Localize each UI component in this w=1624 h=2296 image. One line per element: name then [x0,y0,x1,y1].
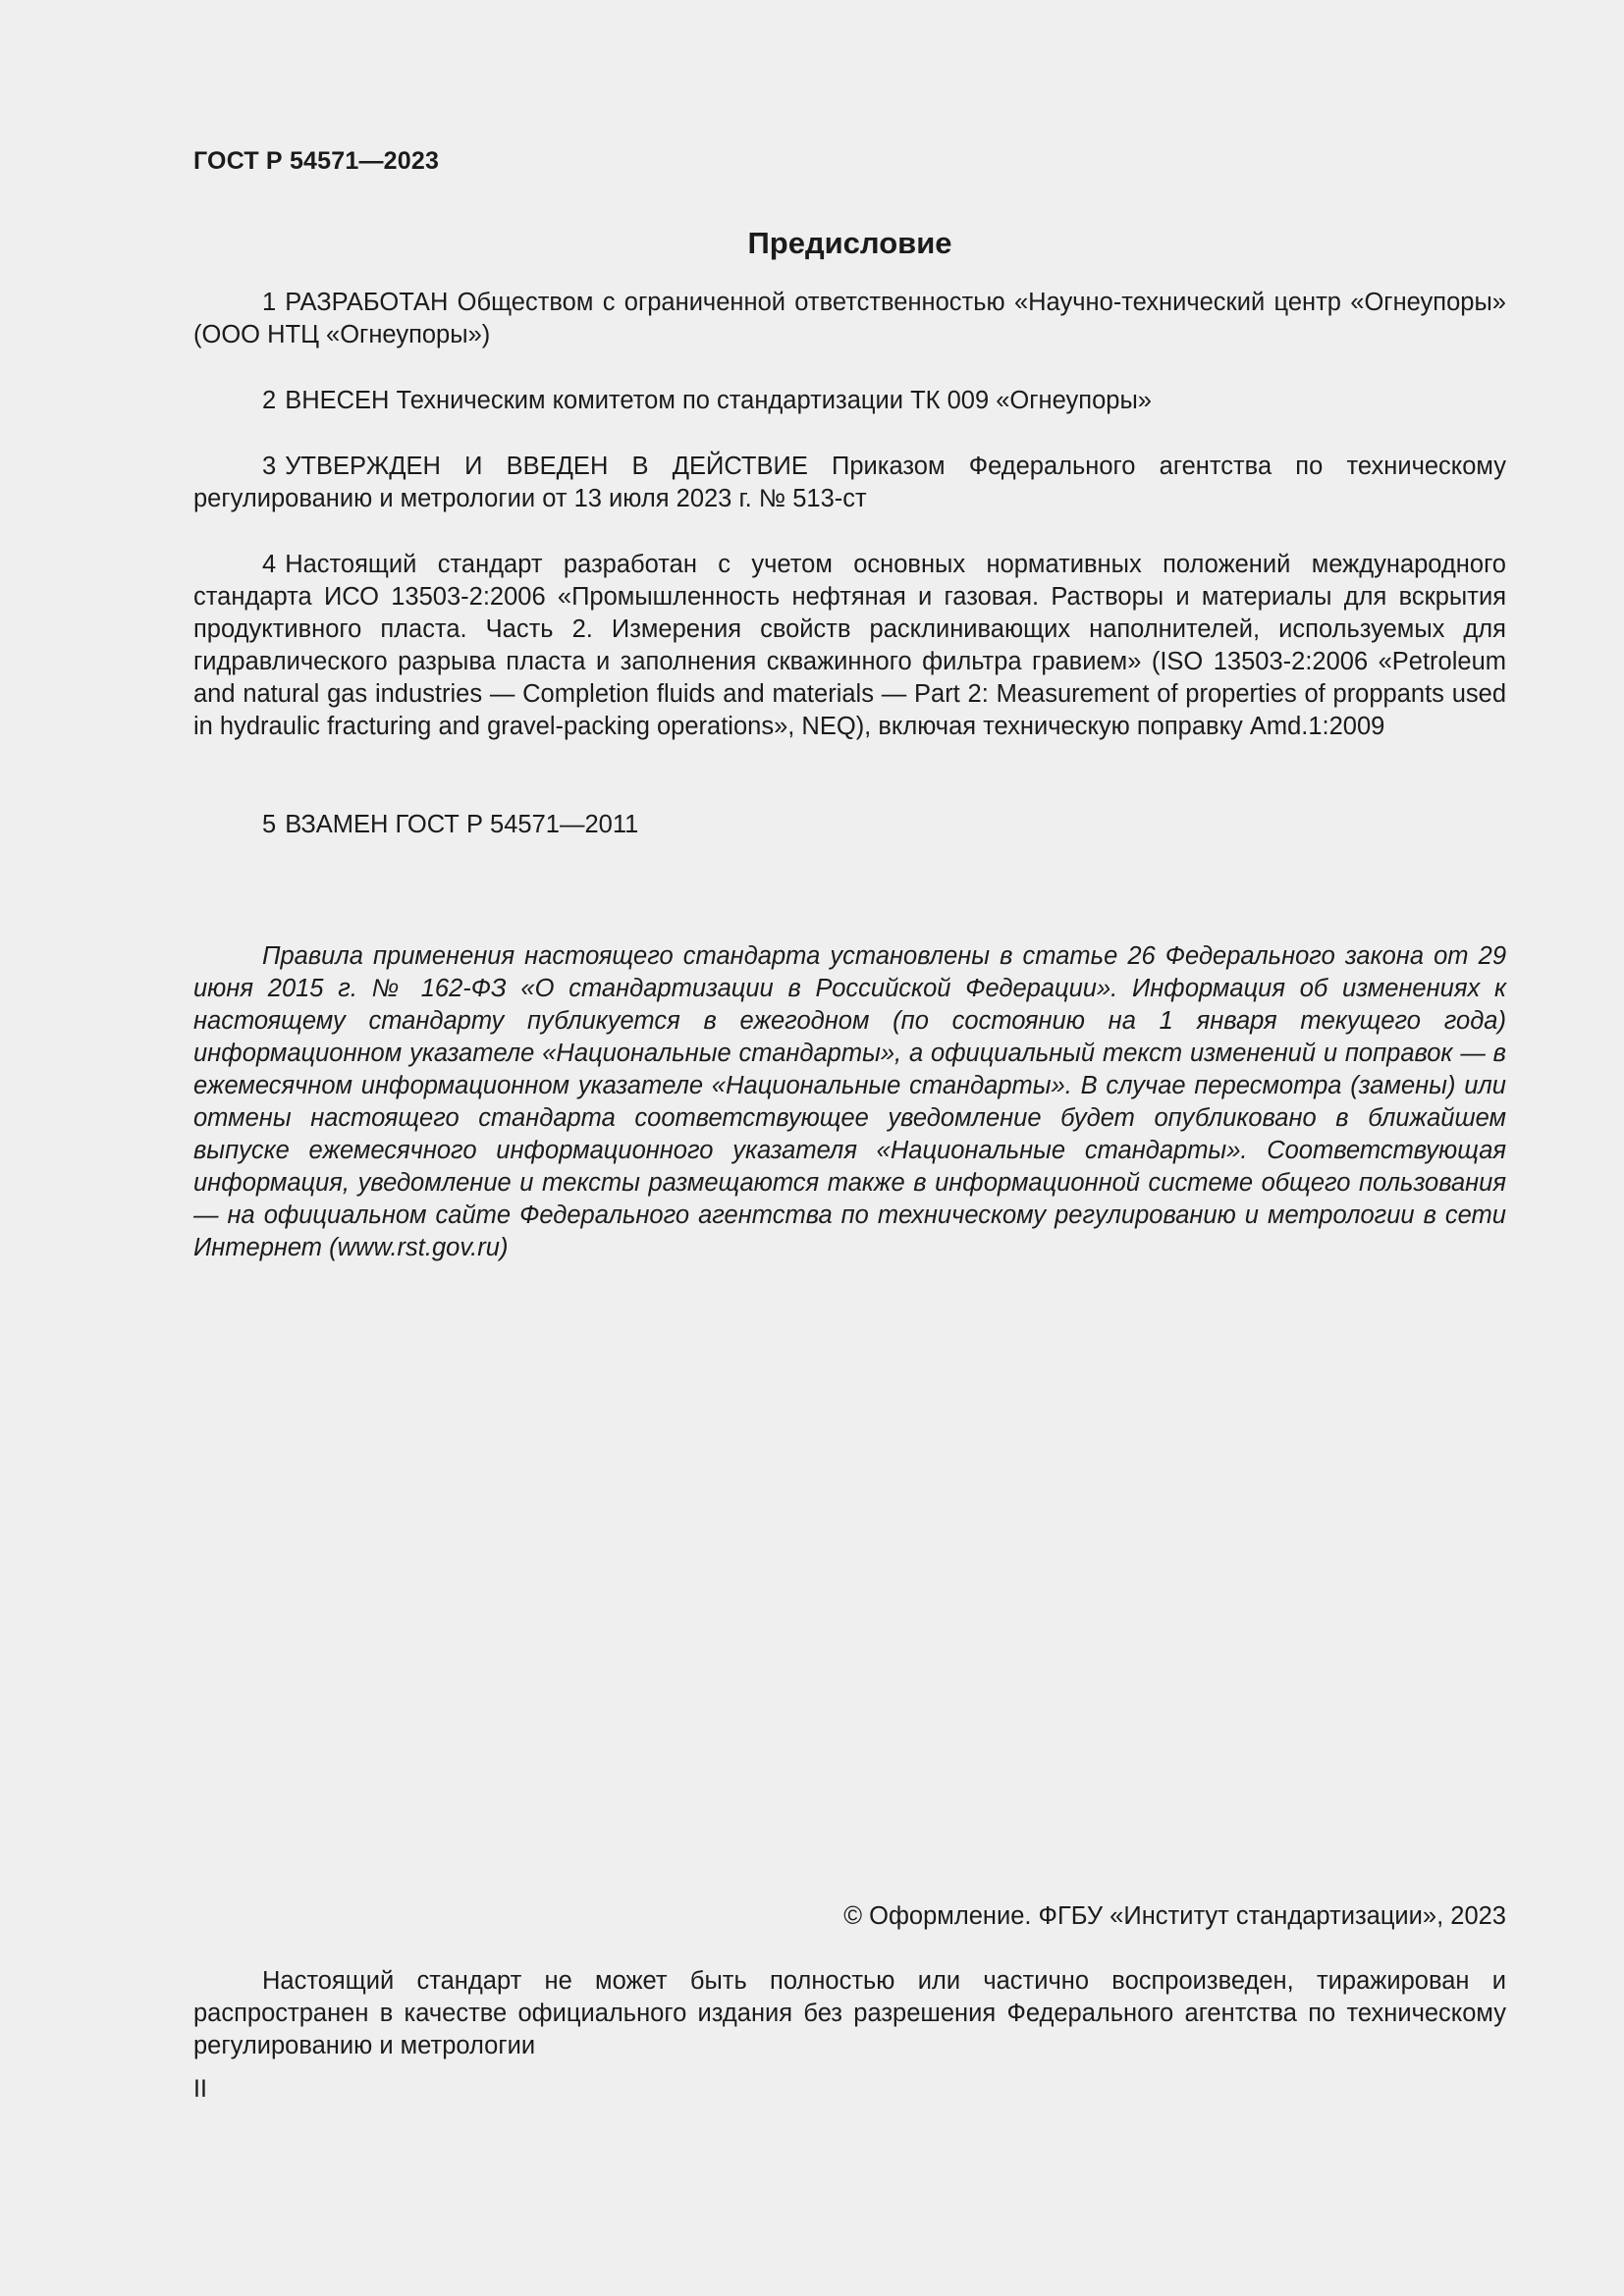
foreword-item-4 [193,549,1506,743]
item-number: 5 [262,811,277,838]
foreword-item-1 [193,287,1506,351]
page-number: II [193,2075,207,2103]
item-text: РАЗРАБОТАН Обществом с ограниченной ответственностью «Научно-технический центр «Огнеупоры» (ООО НТЦ «Огнеупоры») [193,289,1506,348]
item-number: 3 [262,453,277,480]
reproduction-notice: Настоящий стандарт не может быть полностью или частично воспроизведен, тиражирован и распространен в качестве официального издания без разрешения Федерального агентства по техническому регулированию и метрологии [193,1967,1506,2059]
application-rules-note: Правила применения настоящего стандарта установлены в статье 26 Федерального закона от 29 июня 2015 г. № 162-ФЗ «О стандартизации в Российской Федерации». Информация об изменениях к настоящему стандарту публикуется в ежегодном (по состоянию на 1 января текущего года) информационном указателе «Национальные стандарты», а официальный текст изменений и поправок — в ежемесячном информационном указателе «Национальные стандарты». В случае пересмотра (замены) или отмены настоящего стандарта соответствующее уведомление будет опубликовано в ближайшем выпуске ежемесячного информационного указателя «Национальные стандарты». Соответствующая информация, уведомление и тексты размещаются также в информационной системе общего пользования — на официальном сайте Федерального агентства по техническому регулированию и метрологии в сети Интернет (www.rst.gov.ru) [193,942,1506,1261]
item-number: 2 [262,387,277,414]
document-page [193,0,1506,2296]
foreword-item-5 [193,809,1506,841]
page-title: Предисловие [747,226,952,260]
foreword-item-2 [193,385,1506,417]
item-text: ВНЕСЕН Техническим комитетом по стандартизации ТК 009 «Огнеупоры» [285,387,1152,414]
item-number: 1 [262,289,277,316]
document-code-header: ГОСТ Р 54571—2023 [193,147,440,175]
foreword-item-3 [193,451,1506,515]
copyright-line: © Оформление. ФГБУ «Институт стандартизации», 2023 [843,1902,1506,1930]
item-number: 4 [262,551,277,578]
item-text: Настоящий стандарт разработан с учетом основных нормативных положений международного стандарта ИСО 13503-2:2006 «Промышленность нефтяная и газовая. Растворы и материалы для вскрытия продуктивного пласта. Часть 2. Измерения свойств расклинивающих наполнителей, используемых для гидравлического разрыва пласта и заполнения скважинного фильтра гравием» (ISO 13503-2:2006 «Petroleum and natural gas industries — Completion fluids and materials — Part 2: Measurement of properties of proppants used in hydraulic fracturing and gravel-packing operations», NEQ), включая техническую поправку Amd.1:2009 [193,551,1506,740]
item-text: УТВЕРЖДЕН И ВВЕДЕН В ДЕЙСТВИЕ Приказом Федерального агентства по техническому регулированию и метрологии от 13 июля 2023 г. № 513-ст [193,453,1506,512]
item-text: ВЗАМЕН ГОСТ Р 54571—2011 [285,811,639,838]
